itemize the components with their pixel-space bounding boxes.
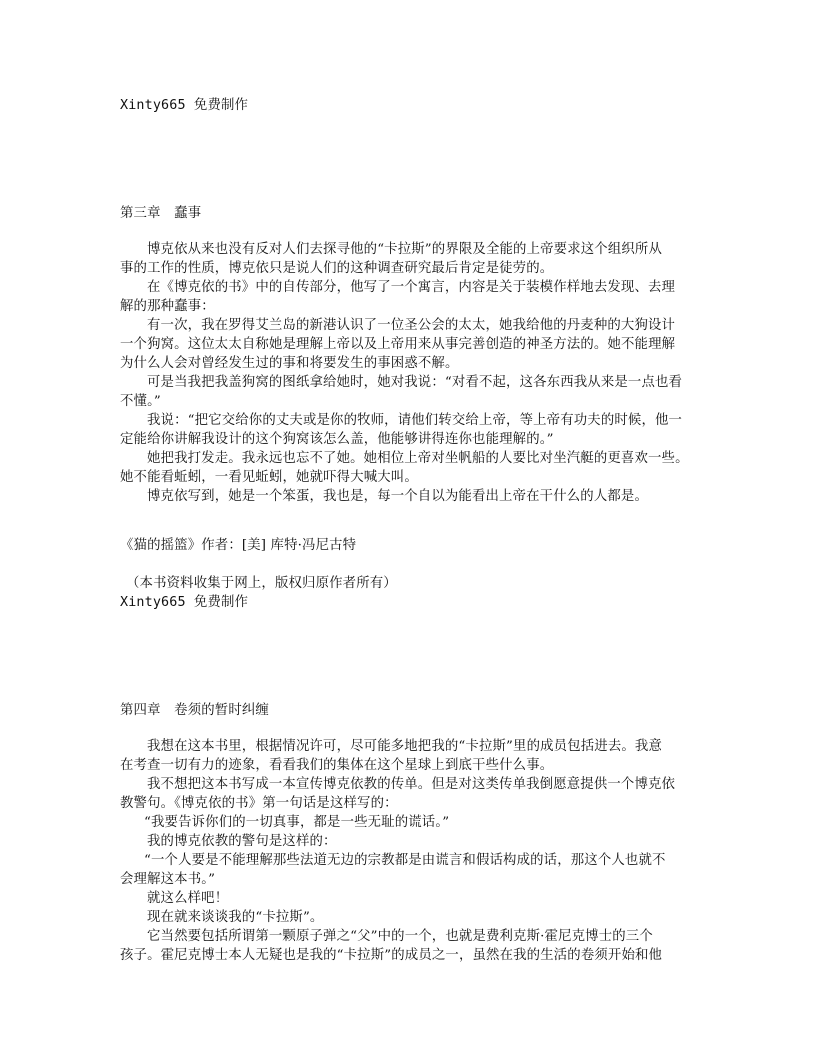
paragraph-line: 解的那种蠢事： xyxy=(120,299,215,314)
chapter-3-title: 第三章 蠢事 xyxy=(120,206,202,221)
credit-text: Xinty665 免费制作 xyxy=(120,595,249,610)
paragraph-line: 博克依写到，她是一个笨蛋，我也是，每一个自以为能看出上帝在干什么的人都是。 xyxy=(147,489,649,504)
credit-text: Xinty665 免费制作 xyxy=(120,98,249,113)
paragraph-line: 现在就来谈谈我的“卡拉斯”。 xyxy=(147,910,324,925)
paragraph-line: 定能给你讲解我设计的这个狗窝该怎么盖，他能够讲得连你也能理解的。” xyxy=(120,432,554,447)
paragraph-line: 她不能看蚯蚓，一看见蚯蚓，她就吓得大喊大叫。 xyxy=(120,470,418,485)
quote-line: “我要告诉你们的一切真事，都是一些无耻的谎话。” xyxy=(144,815,450,830)
paragraph-line: 我不想把这本书写成一本宣传博克依教的传单。但是对这类传单我倒愿意提供一个博克依 xyxy=(147,777,676,792)
paragraph-line: 她把我打发走。我永远也忘不了她。她相位上帝对坐帆船的人要比对坐汽艇的更喜欢一些。 xyxy=(147,451,689,466)
paragraph-line: 一个狗窝。这位太太自称她是理解上帝以及上帝用来从事完善创造的神圣方法的。她不能理解 xyxy=(120,337,676,352)
paragraph-line: 教警句。《博克依的书》第一句话是这样写的： xyxy=(120,796,398,811)
paragraph-line: 博克依从来也没有反对人们去探寻他的“卡拉斯”的界限及全能的上帝要求这个组织所从 xyxy=(147,242,662,257)
paragraph-line: 为什么人会对曾经发生过的事和将要发生的事困惑不解。 xyxy=(120,356,459,371)
paragraph-line: 事的工作的性质，博克依只是说人们的这种调查研究最后肯定是徒劳的。 xyxy=(120,261,554,276)
paragraph-line: 在《博克依的书》中的自传部分，他写了一个寓言，内容是关于装模作样地去发现、去理 xyxy=(147,280,676,295)
paragraph-line: 我的博克依教的警句是这样的： xyxy=(147,834,337,849)
paragraph-line: 它当然要包括所谓第一颗原子弹之“父”中的一个，也就是费利克斯·霍尼克博士的三个 xyxy=(147,929,653,944)
paragraph-line: 在考查一切有力的迹象，看看我们的集体在这个星球上到底干些什么事。 xyxy=(120,758,554,773)
quote-line: 会理解这本书。” xyxy=(120,872,216,887)
paragraph-line: 可是当我把我盖狗窝的图纸拿给她时，她对我说：“对看不起，这各东西我从来是一点也看 xyxy=(147,375,683,390)
book-info: 《猫的摇篮》作者：[美] 库特·冯尼古特 xyxy=(120,538,357,553)
paragraph-line: 孩子。霍尼克博士本人无疑也是我的“卡拉斯”的成员之一，虽然在我的生活的卷须开始和他 xyxy=(120,948,663,963)
paragraph-line: 不懂。” xyxy=(120,394,161,409)
paragraph-line: 我想在这本书里，根据情况许可，尽可能多地把我的“卡拉斯”里的成员包括进去。我意 xyxy=(147,739,662,754)
quote-line: “一个人要是不能理解那些法道无边的宗教都是由谎言和假话构成的话，那这个人也就不 xyxy=(144,853,666,868)
copyright-notice: （本书资料收集于网上，版权归原作者所有） xyxy=(126,576,397,591)
chapter-4-title: 第四章 卷须的暂时纠缠 xyxy=(120,703,269,718)
paragraph-line: 我说：“把它交给你的丈夫或是你的牧师，请他们转交给上帝，等上帝有功夫的时候，他一 xyxy=(147,413,683,428)
paragraph-line: 就这么样吧！ xyxy=(147,891,229,906)
paragraph-line: 有一次，我在罗得艾兰岛的新港认识了一位圣公会的太太，她我给他的丹麦种的大狗设计 xyxy=(147,318,676,333)
